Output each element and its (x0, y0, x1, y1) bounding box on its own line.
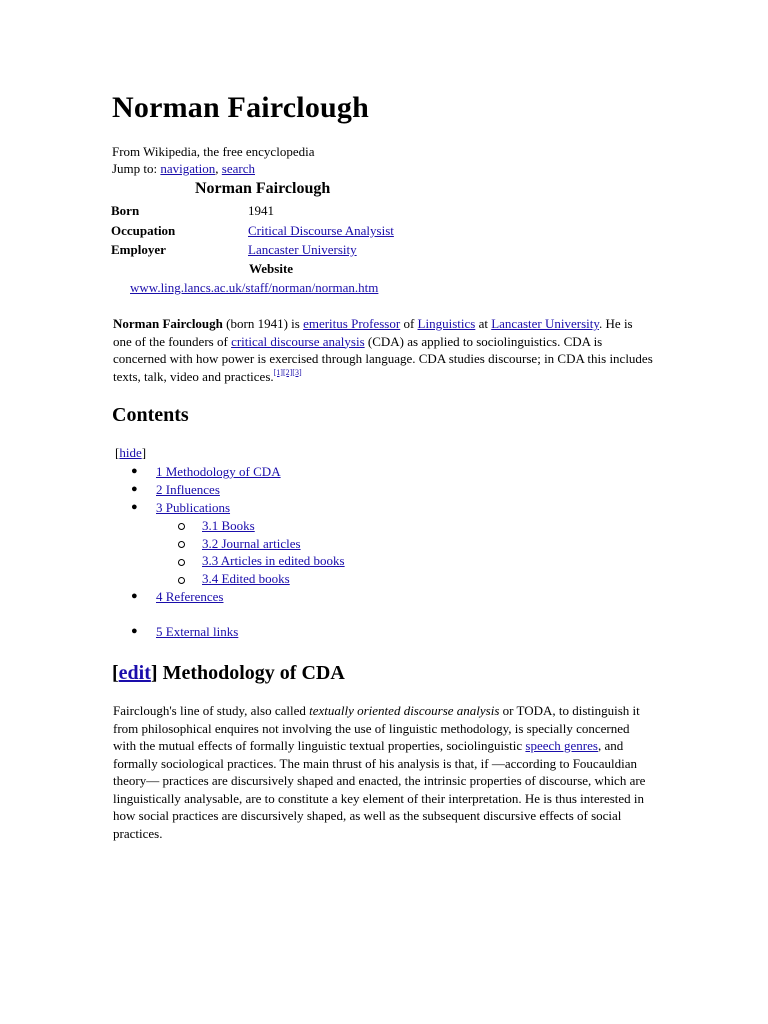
bullet-icon: ● (131, 465, 138, 477)
bullet-icon: ● (131, 590, 138, 602)
infobox-website-label: Website (249, 261, 294, 276)
bullet-icon: ● (131, 501, 138, 513)
edit-bracket-open: [ (112, 662, 119, 684)
toc-hide-toggle (115, 444, 146, 462)
page-title: Norman Fairclough (112, 91, 370, 124)
toc-hide-open: [ (115, 445, 120, 460)
toc-item-books[interactable]: 3.1 Books (202, 518, 255, 533)
toc-item-publications[interactable]: 3 Publications (156, 500, 231, 515)
speech-genres-link[interactable]: speech genres (525, 738, 598, 753)
toc-item-articles-edited-books[interactable]: 3.3 Articles in edited books (202, 553, 345, 568)
methodology-text-2: or TODA, to distinguish it from philosophical enquires not involving the use of linguistic methodology, is specially concerned with the mutual effects of formally linguistic textual properties, sociolinguistic (113, 703, 640, 753)
site-subtitle: From Wikipedia, the free encyclopedia (112, 144, 315, 159)
references-superscript-link[interactable]: [1][2][3] (273, 367, 302, 377)
infobox-employer-link[interactable]: Lancaster University (248, 242, 357, 257)
circle-bullet-icon (178, 559, 185, 566)
intro-text-4: . He is one of the founders of (113, 316, 633, 349)
critical-discourse-analysis-link[interactable]: critical discourse analysis (231, 333, 365, 349)
intro-text-3: at (475, 316, 492, 331)
emeritus-professor-link[interactable]: emeritus Professor (303, 316, 401, 331)
infobox-born-label: Born (111, 203, 140, 218)
toc-item-references[interactable]: 4 References (156, 589, 224, 604)
edit-section-link[interactable]: edit (118, 662, 151, 684)
methodology-paragraph (113, 702, 653, 842)
methodology-text-1: Fairclough's line of study, also called (113, 703, 310, 718)
bullet-icon: ● (131, 483, 138, 495)
jump-to (112, 160, 255, 178)
section-methodology-heading (112, 659, 345, 687)
infobox-title: Norman Fairclough (195, 180, 331, 197)
infobox-occupation-label: Occupation (111, 223, 176, 238)
circle-bullet-icon (178, 541, 185, 548)
infobox-born-value: 1941 (248, 203, 274, 218)
navigation-link[interactable]: navigation (160, 161, 216, 176)
toc-item-methodology[interactable]: 1 Methodology of CDA (156, 464, 281, 479)
intro-name: Norman Fairclough (113, 316, 223, 331)
intro-text-1: (born 1941) is (222, 316, 304, 331)
methodology-italic-term: textually oriented discourse analysis (309, 703, 500, 718)
edit-bracket-close: ] (150, 662, 158, 684)
infobox-website-link[interactable]: www.ling.lancs.ac.uk/staff/norman/norman.htm (130, 280, 379, 295)
toc-item-influences[interactable]: 2 Influences (156, 482, 220, 497)
lancaster-university-link[interactable]: Lancaster University (491, 316, 600, 331)
intro-paragraph (113, 315, 653, 385)
jump-to-label: Jump to: (112, 161, 161, 176)
toc-hide-link[interactable]: hide (119, 445, 142, 460)
toc-item-edited-books[interactable]: 3.4 Edited books (202, 571, 290, 586)
search-link[interactable]: search (221, 161, 255, 176)
toc-item-external-links[interactable]: 5 External links (156, 624, 239, 639)
circle-bullet-icon (178, 523, 185, 530)
circle-bullet-icon (178, 577, 185, 584)
infobox-employer-label: Employer (111, 242, 166, 257)
linguistics-link[interactable]: Linguistics (417, 316, 476, 331)
methodology-text-3: , and formally sociological practices. The main thrust of his analysis is that, if —according to Foucauldian theory— practices are discursively shaped and enacted, the intrinsic properties of discourse, which are linguistically analysable, are to constitute a key element of their interpretation. He is thus interested in how social practices are discursively shaped, as well as the subsequent discursive effects of social practices. (113, 738, 646, 841)
jump-separator: , (215, 161, 222, 176)
toc-hide-close: ] (141, 445, 147, 460)
contents-heading: Contents (112, 404, 189, 426)
bullet-icon: ● (131, 625, 138, 637)
section-methodology-title: Methodology of CDA (157, 662, 345, 684)
intro-text-5: (CDA) as applied to sociolinguistics. CDA is concerned with how power is exercised through language. CDA studies discourse; in CDA this includes texts, talk, video and practices. (113, 333, 653, 384)
toc-item-journal-articles[interactable]: 3.2 Journal articles (202, 536, 301, 551)
infobox-occupation-link[interactable]: Critical Discourse Analysist (248, 223, 394, 238)
intro-text-2: of (400, 316, 418, 331)
